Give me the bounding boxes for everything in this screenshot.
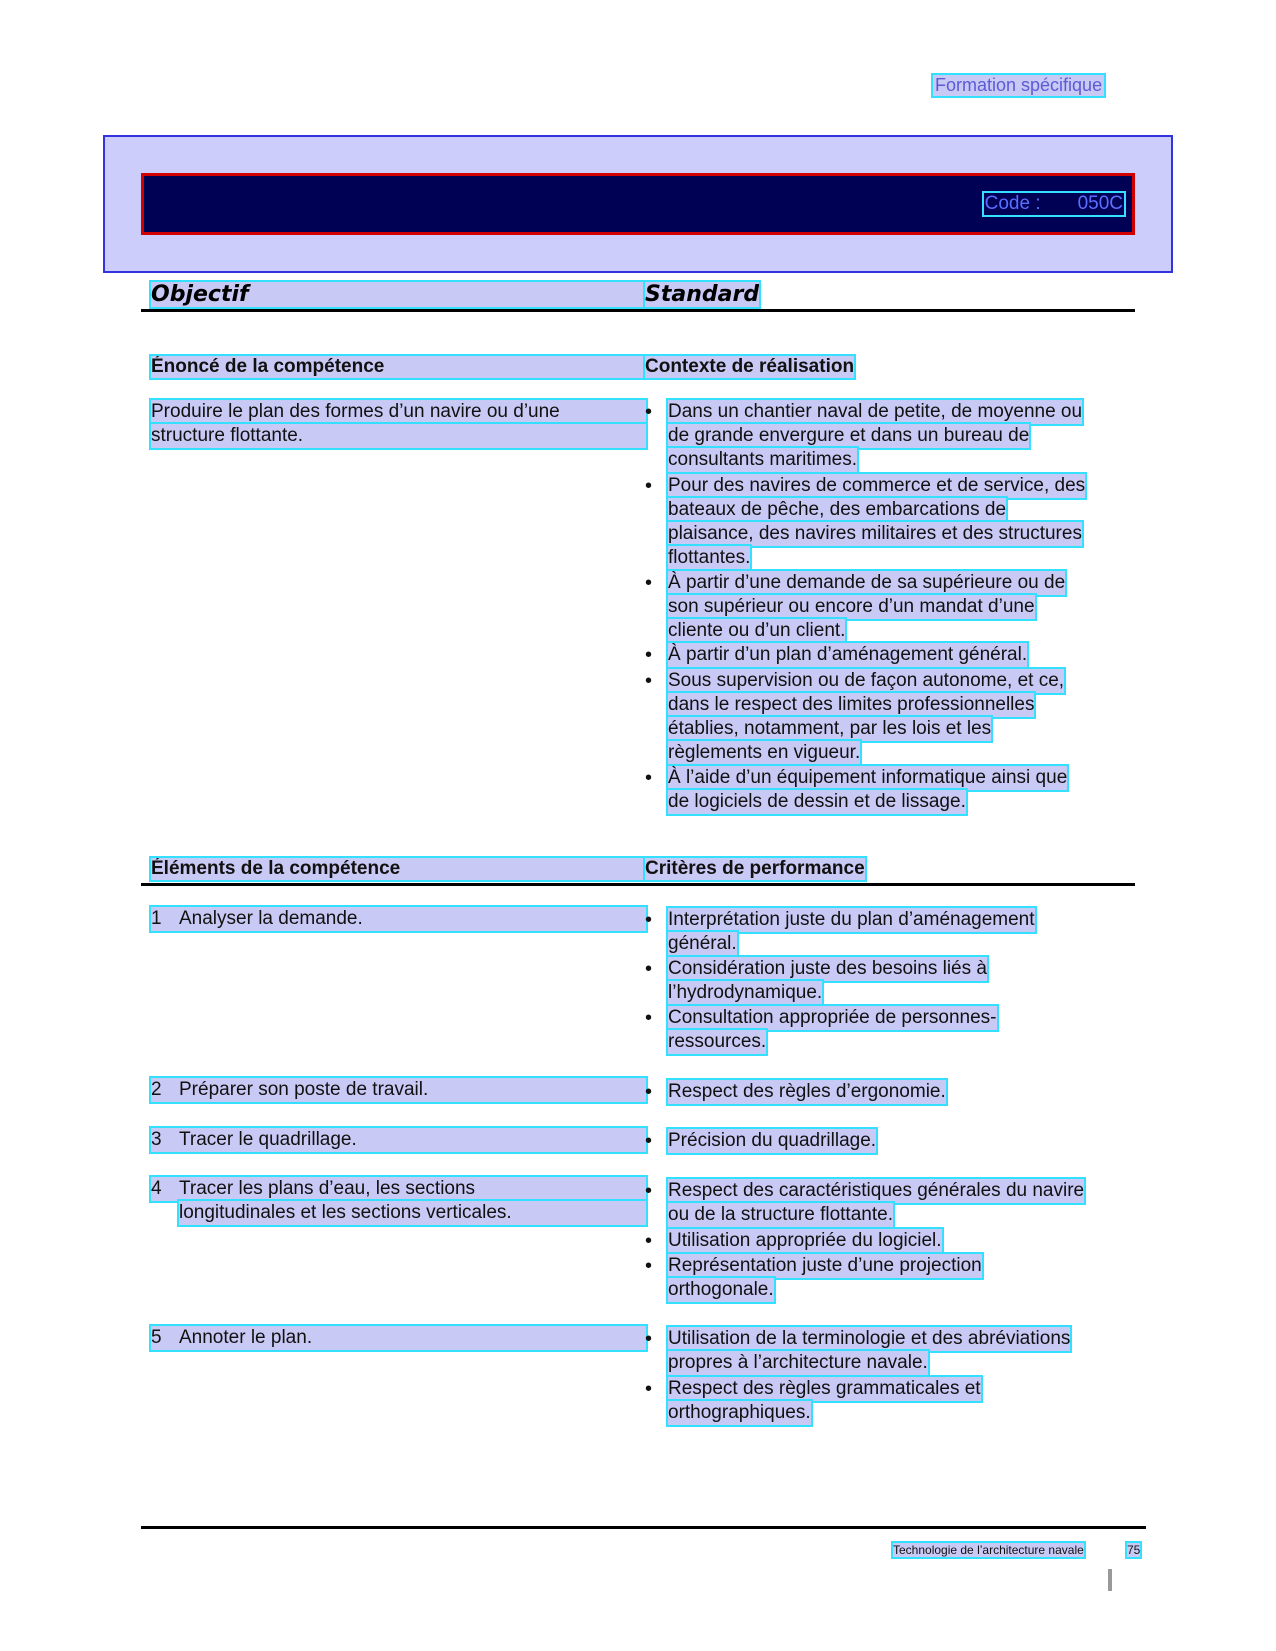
context-item: Pour des navires de commerce et de service, des bateaux de pêche, des embarcations de plaisance, des navires militaires et des structures flottantes.: [668, 475, 1086, 568]
elements-heading: Éléments de la compétence: [151, 858, 646, 880]
element-number: 5: [151, 1326, 646, 1350]
code-label: Code :: [984, 193, 1041, 214]
page-number: 75: [1127, 1543, 1141, 1557]
competence-statement: [151, 400, 646, 448]
title-rule: [141, 309, 1135, 312]
bullet-icon: •: [645, 1255, 653, 1277]
bullet-icon: •: [645, 1378, 653, 1400]
title-banner: [141, 173, 1135, 235]
bullet-icon: •: [645, 767, 653, 789]
bullet-icon: •: [645, 644, 653, 666]
element-text: Tracer les plans d’eau, les sections longitudinales et les sections verticales.: [179, 1177, 646, 1225]
statement-line: structure flottante.: [151, 424, 646, 448]
element-number: 1: [151, 907, 646, 931]
competence-heading: Énoncé de la compétence: [151, 356, 646, 378]
bullet-icon: •: [645, 475, 653, 497]
bullet-icon: •: [645, 1328, 653, 1350]
bullet-icon: •: [645, 1130, 653, 1152]
criterion-item: Respect des règles d’ergonomie.: [668, 1081, 946, 1102]
element-text: Annoter le plan.: [179, 1327, 313, 1348]
criterion-item: Interprétation juste du plan d’aménagement général.: [668, 909, 1035, 954]
competency-code: [984, 193, 1124, 215]
elements-rule: [141, 883, 1135, 886]
footer-title: Technologie de l’architecture navale: [893, 1543, 1084, 1557]
criterion-item: Respect des caractéristiques générales du navire ou de la structure flottante.: [668, 1180, 1085, 1225]
bullet-icon: •: [645, 1230, 653, 1252]
context-item: À l’aide d’un équipement informatique ainsi que de logiciels de dessin et de lissage.: [668, 767, 1068, 812]
code-value: 050C: [1077, 193, 1123, 214]
context-heading: Contexte de réalisation: [645, 356, 855, 377]
footer-rule: [141, 1526, 1146, 1529]
objective-title: Objectif: [151, 282, 646, 307]
criterion-item: Représentation juste d’une projection orthogonale.: [668, 1255, 982, 1300]
context-item: À partir d’un plan d’aménagement général.: [668, 644, 1028, 665]
bullet-icon: •: [645, 670, 653, 692]
statement-line: Produire le plan des formes d’un navire ou d’une: [151, 400, 646, 424]
context-item: Dans un chantier naval de petite, de moyenne ou de grande envergure et dans un bureau de consultants maritimes.: [668, 401, 1083, 470]
bullet-icon: •: [645, 1180, 653, 1202]
criterion-item: Utilisation appropriée du logiciel.: [668, 1230, 942, 1251]
criterion-item: Utilisation de la terminologie et des abréviations propres à l’architecture navale.: [668, 1328, 1071, 1373]
bullet-icon: •: [645, 958, 653, 980]
criterion-item: Consultation appropriée de personnes- ressources.: [668, 1007, 997, 1052]
element-number: 3: [151, 1128, 646, 1152]
criteria-heading: Critères de performance: [645, 858, 865, 879]
context-item: À partir d’une demande de sa supérieure ou de son supérieur ou encore d’un mandat d’une cliente ou d’un client.: [668, 572, 1066, 641]
context-item: Sous supervision ou de façon autonome, et ce, dans le respect des limites professionnelles établies, notamment, par les lois et les règlements en vigueur.: [668, 670, 1065, 763]
element-text: Préparer son poste de travail.: [179, 1079, 429, 1100]
element-number: 2: [151, 1078, 646, 1102]
criterion-item: Considération juste des besoins liés à l’hydrodynamique.: [668, 958, 987, 1003]
element-text: Tracer le quadrillage.: [179, 1129, 357, 1150]
element-number: 4: [151, 1177, 646, 1201]
standard-title: Standard: [645, 282, 760, 307]
criterion-item: Précision du quadrillage.: [668, 1130, 877, 1151]
criterion-item: Respect des règles grammaticales et orthographiques.: [668, 1378, 981, 1423]
bullet-icon: •: [645, 1007, 653, 1029]
element-text: Analyser la demande.: [179, 908, 363, 929]
change-bar: [1108, 1569, 1112, 1591]
bullet-icon: •: [645, 401, 653, 423]
bullet-icon: •: [645, 909, 653, 931]
bullet-icon: •: [645, 1081, 653, 1103]
bullet-icon: •: [645, 572, 653, 594]
program-tag: Formation spécifique: [935, 75, 1103, 95]
